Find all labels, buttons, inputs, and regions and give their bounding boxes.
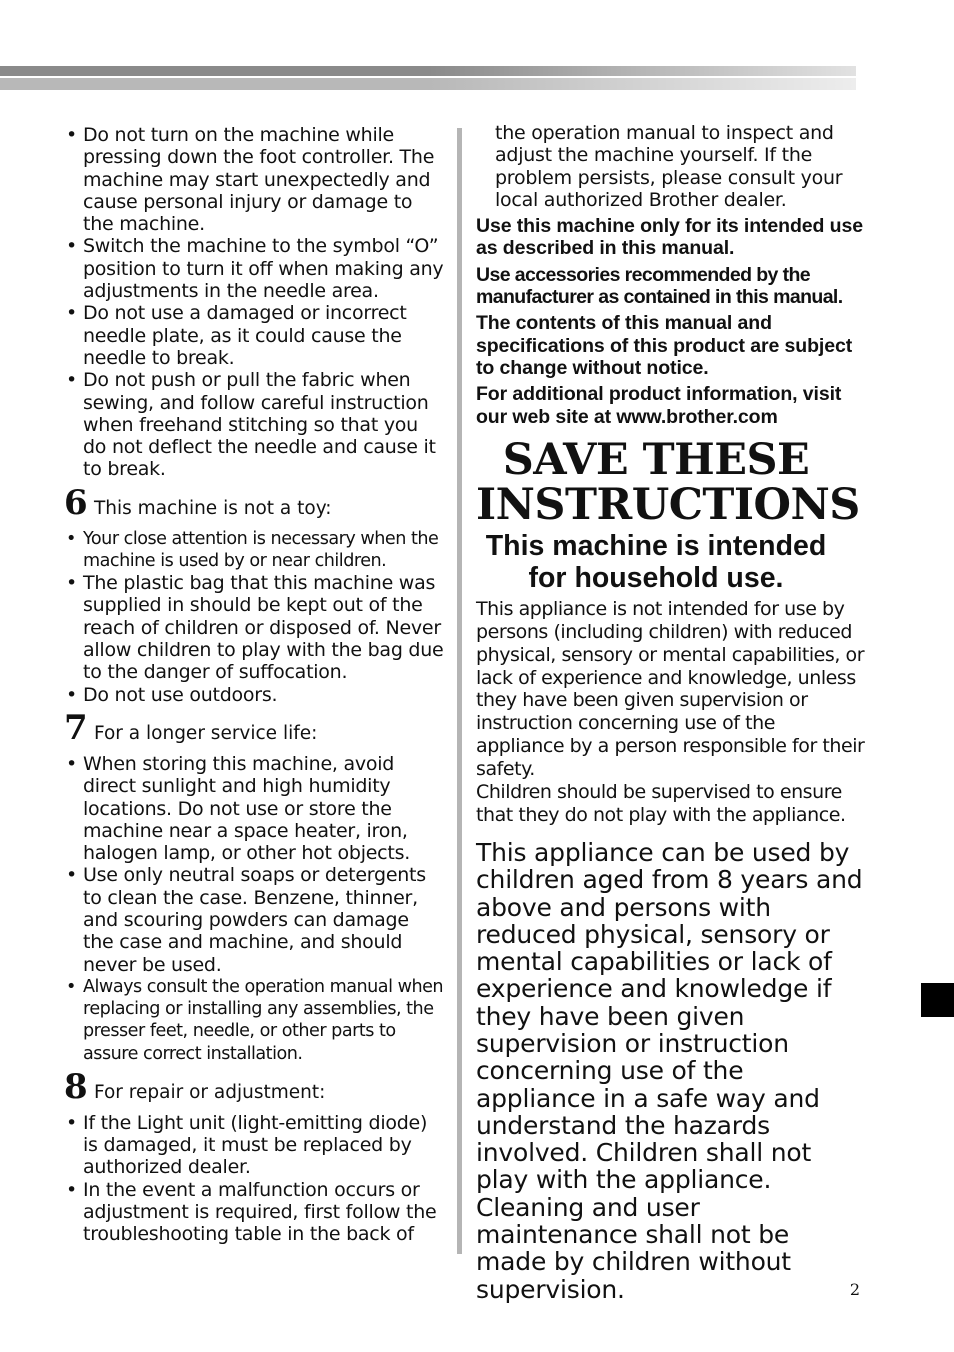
notice-intended-use: Use this machine only for its intended use as described in this manual.: [476, 215, 863, 260]
section-6-bullets: [66, 528, 444, 706]
section-number: 8: [64, 1066, 88, 1107]
list-item: • Use only neutral soaps or detergents to clean the case. Benzene, thinner, and scouring powders can damage the case and machine, and should never be used.: [66, 864, 444, 975]
list-item: • Do not push or pull the fabric when sewing, and follow careful instruction when freehand stitching so that you do not deflect the needle and cause it to break.: [66, 369, 444, 480]
heading-line: INSTRUCTIONS: [476, 479, 860, 530]
section-6-heading: [64, 482, 444, 523]
list-item: • When storing this machine, avoid direct sunlight and high humidity locations. Do not use or store the machine near a space heater, iron, halogen lamp, or other hot objects.: [66, 753, 444, 864]
children-warning-large: This appliance can be used by children aged from 8 years and above and persons with reduced physical, sensory or mental capabilities or lack of experience and knowledge if they have been given supervision or instruction concerning use of the appliance in a safe way and understand the hazards involved. Children shall not play with the appliance. Cleaning and user maintenance shall not be made by children without supervision.: [476, 837, 863, 1304]
header-stripe: [0, 66, 856, 90]
list-item: • Do not use a damaged or incorrect needle plate, as it could cause the needle to break.: [66, 302, 444, 369]
left-column: [66, 124, 444, 1246]
section-number: 7: [64, 707, 88, 748]
paragraph: This appliance is not intended for use by persons (including children) with reduced physical, sensory or mental capabilities, or lack of experience and knowledge, unless they have been given supervision or instruction concerning use of the appliance by a person responsible for their safety.: [476, 597, 865, 781]
list-item: • Do not turn on the machine while pressing down the foot controller. The machine may start unexpectedly and cause personal injury or damage to the machine.: [66, 124, 444, 235]
section-8-heading: [64, 1066, 444, 1107]
notice-accessories: Use accessories recommended by the manufacturer as contained in this manual.: [476, 263, 843, 309]
list-item: • Do not use outdoors.: [66, 684, 444, 706]
list-item: • Your close attention is necessary when the machine is used by or near children.: [66, 528, 444, 572]
list-item: • If the Light unit (light-emitting diode) is damaged, it must be replaced by authorized dealer.: [66, 1112, 444, 1179]
continued-text: the operation manual to inspect and adjust the machine yourself. If the problem persists, please consult your local authorized Brother dealer.: [495, 122, 843, 211]
household-use-heading: [476, 530, 866, 594]
section-tab-marker: [921, 983, 954, 1017]
section-title: This machine is not a toy:: [94, 497, 332, 519]
column-divider: [457, 128, 462, 1254]
right-column: [476, 122, 866, 1303]
section-number: 6: [64, 482, 88, 523]
section-7-bullets: [66, 753, 444, 1065]
paragraph: Children should be supervised to ensure that they do not play with the appliance.: [476, 781, 846, 827]
list-item: • The plastic bag that this machine was supplied in should be kept out of the reach of children or disposed of. Never allow children to play with the bag due to the danger of suffocation.: [66, 572, 444, 683]
save-instructions-heading: [476, 434, 866, 530]
section-title: For a longer service life:: [94, 722, 318, 744]
page-number: 2: [849, 1280, 860, 1299]
heading-line: SAVE THESE: [502, 434, 810, 485]
list-item: • Always consult the operation manual when replacing or installing any assemblies, the presser feet, needle, or other parts to assure correct installation.: [66, 976, 444, 1065]
notice-contents-change: The contents of this manual and specifications of this product are subject to change without notice.: [476, 312, 853, 379]
list-item: • In the event a malfunction occurs or adjustment is required, first follow the troubleshooting table in the back of: [66, 1179, 444, 1246]
heading-line: for household use.: [528, 561, 784, 594]
intro-bullet-list: [66, 124, 444, 481]
section-7-heading: [64, 707, 444, 748]
section-8-bullets: [66, 1112, 444, 1246]
notice-website: For additional product information, visit our web site at www.brother.com: [476, 383, 842, 428]
section-title: For repair or adjustment:: [94, 1081, 326, 1103]
appliance-warning: [476, 598, 866, 827]
list-item: • Switch the machine to the symbol “O” position to turn it off when making any adjustments in the needle area.: [66, 235, 444, 302]
heading-line: This machine is intended: [485, 529, 827, 562]
